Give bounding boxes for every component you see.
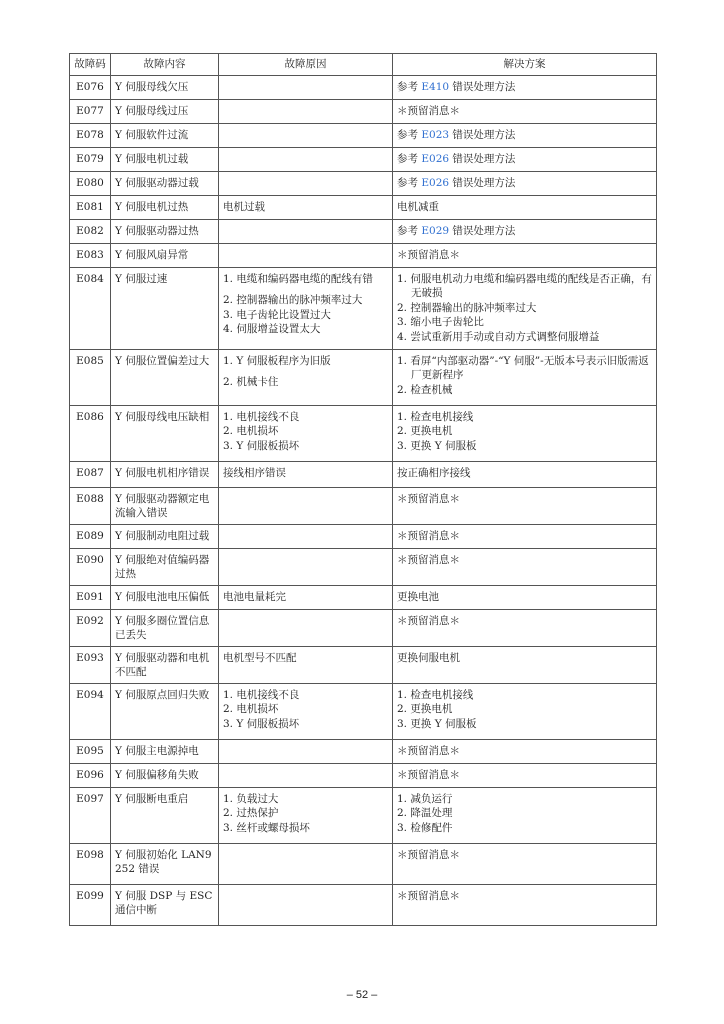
cell-text: ＊预留消息＊ [397, 889, 460, 902]
cell-text: ＊预留消息＊ [397, 553, 460, 566]
cell-text: 按正确相序接线 [397, 466, 471, 479]
fault-cause-cell [219, 524, 393, 548]
table-row [70, 548, 657, 585]
cell-text: 1. 电缆和编码器电缆的配线有错 [223, 272, 373, 285]
cell-line [397, 553, 652, 568]
cell-text: 1. 检查电机接线 [397, 410, 474, 423]
fault-cause-cell [219, 171, 393, 195]
cell-text: 电池电量耗完 [223, 590, 286, 603]
table-row [70, 683, 657, 739]
solution-cell [393, 405, 657, 461]
table-row [70, 763, 657, 787]
table-row [70, 171, 657, 195]
cell-line [397, 383, 652, 398]
cell-text: ＊预留消息＊ [397, 768, 460, 781]
fault-code-cell: E078 [70, 123, 111, 147]
table-row [70, 195, 657, 219]
fault-code-cell: E088 [70, 487, 111, 524]
table-row [70, 123, 657, 147]
cell-text: 1. 减负运行 [397, 792, 453, 805]
cell-text: 2. 控制器输出的脉冲频率过大 [397, 301, 537, 314]
fault-cause-cell [219, 243, 393, 267]
header-solution: 解决方案 [393, 54, 657, 76]
cell-text: ＊预留消息＊ [397, 529, 460, 542]
fault-code-cell: E079 [70, 147, 111, 171]
cell-line [223, 651, 388, 666]
fault-cause-cell [219, 739, 393, 763]
cell-text: 1. 电机接线不良 [223, 688, 300, 701]
fault-code-cell: E090 [70, 548, 111, 585]
table-row [70, 585, 657, 609]
fault-code-cell: E098 [70, 843, 111, 884]
cell-text: 2. 控制器输出的脉冲频率过大 [223, 294, 363, 306]
solution-cell [393, 763, 657, 787]
table-row [70, 739, 657, 763]
cell-text: 3. 更换 Y 伺服板 [397, 439, 477, 452]
cell-text: ＊预留消息＊ [397, 848, 460, 861]
table-row [70, 405, 657, 461]
cell-line [397, 614, 652, 629]
cell-line [397, 128, 652, 143]
cell-line [223, 821, 388, 836]
cell-line [223, 702, 388, 717]
cell-line [397, 768, 652, 783]
fault-content-cell: Y 伺服 DSP 与 ESC 通信中断 [111, 884, 219, 925]
fault-code-cell: E076 [70, 75, 111, 99]
cell-text-after: 错误处理方法 [449, 128, 516, 141]
cell-line [397, 104, 652, 119]
cell-text: 1. 负载过大 [223, 792, 279, 805]
cell-text: 参考 [397, 128, 422, 141]
fault-cause-cell [219, 99, 393, 123]
solution-cell [393, 548, 657, 585]
solution-cell [393, 99, 657, 123]
fault-code-cell: E087 [70, 461, 111, 487]
error-code-reference-link[interactable]: E026 [421, 152, 450, 165]
solution-cell [393, 487, 657, 524]
cell-line [223, 293, 388, 308]
cell-line [223, 410, 388, 425]
table-row [70, 219, 657, 243]
cell-text: 更换伺服电机 [397, 651, 460, 664]
fault-content-cell: Y 伺服原点回归失败 [111, 683, 219, 739]
fault-code-cell: E097 [70, 787, 111, 843]
cell-text: 参考 [397, 176, 422, 189]
solution-cell [393, 123, 657, 147]
header-code: 故障码 [70, 54, 111, 76]
solution-cell [393, 75, 657, 99]
fault-content-cell: Y 伺服风扇异常 [111, 243, 219, 267]
cell-text: 电机减重 [397, 200, 439, 213]
cell-line [397, 717, 652, 732]
fault-content-cell: Y 伺服驱动器过载 [111, 171, 219, 195]
fault-content-cell: Y 伺服制动电阻过载 [111, 524, 219, 548]
fault-code-cell: E082 [70, 219, 111, 243]
cell-line [397, 80, 652, 95]
table-row [70, 884, 657, 925]
cell-line [397, 248, 652, 263]
solution-cell [393, 524, 657, 548]
table-row [70, 99, 657, 123]
table-row [70, 349, 657, 405]
fault-content-cell: Y 伺服电机过热 [111, 195, 219, 219]
table-row [70, 75, 657, 99]
table-row [70, 524, 657, 548]
cell-text: 3. 更换 Y 伺服板 [397, 717, 477, 730]
cell-text: 2. 机械卡住 [223, 376, 279, 388]
cell-text: 2. 降温处理 [397, 807, 453, 819]
cell-line [223, 466, 388, 481]
cell-line [397, 439, 652, 454]
fault-code-cell: E099 [70, 884, 111, 925]
solution-cell [393, 585, 657, 609]
fault-code-cell: E095 [70, 739, 111, 763]
cell-line [223, 375, 388, 390]
cell-text: 1. 检查电机接线 [397, 688, 474, 701]
cell-line [397, 702, 652, 717]
cell-line [223, 272, 388, 287]
cell-line [223, 424, 388, 439]
fault-content-cell: Y 伺服位置偏差过大 [111, 349, 219, 405]
fault-cause-cell [219, 843, 393, 884]
table-row [70, 243, 657, 267]
fault-content-cell: Y 伺服初始化 LAN9252 错误 [111, 843, 219, 884]
fault-cause-cell [219, 487, 393, 524]
solution-cell [393, 646, 657, 683]
solution-cell [393, 171, 657, 195]
fault-cause-cell [219, 461, 393, 487]
cell-line [223, 439, 388, 454]
fault-code-cell: E091 [70, 585, 111, 609]
cell-text: 3. 丝杆或螺母损坏 [223, 821, 310, 834]
cell-text: ＊预留消息＊ [397, 104, 460, 117]
fault-cause-cell [219, 787, 393, 843]
fault-code-cell: E093 [70, 646, 111, 683]
cell-text-after: 错误处理方法 [449, 224, 516, 237]
cell-line [397, 200, 652, 215]
fault-code-cell: E089 [70, 524, 111, 548]
fault-cause-cell [219, 267, 393, 349]
cell-line [397, 410, 652, 425]
fault-content-cell: Y 伺服软件过流 [111, 123, 219, 147]
cell-text: 2. 过热保护 [223, 807, 279, 819]
cell-text: 1. 伺服电机动力电缆和编码器电缆的配线是否正确，有无破损 [397, 272, 652, 299]
cell-text: 参考 [397, 80, 422, 93]
cell-text: ＊预留消息＊ [397, 492, 460, 505]
fault-content-cell: Y 伺服驱动器额定电流输入错误 [111, 487, 219, 524]
fault-content-cell: Y 伺服多圈位置信息已丢失 [111, 609, 219, 646]
cell-line [223, 354, 388, 369]
fault-cause-cell [219, 75, 393, 99]
cell-text-after: 错误处理方法 [449, 176, 516, 189]
cell-text-after: 错误处理方法 [449, 80, 516, 93]
solution-cell [393, 609, 657, 646]
fault-content-cell: Y 伺服母线电压缺相 [111, 405, 219, 461]
cell-line [397, 792, 652, 807]
cell-text-after: 错误处理方法 [449, 152, 516, 165]
cell-text: 2. 更换电机 [397, 703, 453, 715]
table-row [70, 787, 657, 843]
solution-cell [393, 147, 657, 171]
cell-line [397, 424, 652, 439]
cell-text: 电机型号不匹配 [223, 651, 297, 664]
cell-line [397, 806, 652, 821]
solution-cell [393, 195, 657, 219]
cell-text: 2. 电机损坏 [223, 703, 279, 715]
table-row [70, 646, 657, 683]
fault-content-cell: Y 伺服驱动器过热 [111, 219, 219, 243]
fault-code-cell: E081 [70, 195, 111, 219]
table-row [70, 461, 657, 487]
fault-code-cell: E077 [70, 99, 111, 123]
solution-cell [393, 843, 657, 884]
fault-content-cell: Y 伺服电池电压偏低 [111, 585, 219, 609]
fault-content-cell: Y 伺服偏移角失败 [111, 763, 219, 787]
cell-line [397, 315, 652, 330]
cell-line [223, 806, 388, 821]
fault-content-cell: Y 伺服电机相序错误 [111, 461, 219, 487]
fault-cause-cell [219, 123, 393, 147]
cell-line [397, 272, 652, 301]
cell-text: 1. Y 伺服板程序为旧版 [223, 354, 331, 367]
line-gap [223, 286, 388, 293]
cell-line [397, 889, 652, 904]
cell-text: 参考 [397, 152, 422, 165]
table-header-row [70, 54, 657, 76]
cell-text: 接线相序错误 [223, 466, 286, 479]
solution-cell [393, 267, 657, 349]
fault-cause-cell [219, 646, 393, 683]
fault-content-cell: Y 伺服驱动器和电机不匹配 [111, 646, 219, 683]
solution-cell [393, 219, 657, 243]
solution-cell [393, 787, 657, 843]
fault-cause-cell [219, 405, 393, 461]
fault-cause-cell [219, 349, 393, 405]
fault-content-cell: Y 伺服电机过载 [111, 147, 219, 171]
table-row [70, 843, 657, 884]
cell-line [397, 466, 652, 481]
solution-cell [393, 739, 657, 763]
cell-text: 3. 电子齿轮比设置过大 [223, 308, 331, 321]
fault-cause-cell [219, 219, 393, 243]
cell-line [397, 590, 652, 605]
error-code-reference-link[interactable]: E023 [421, 128, 450, 141]
header-cause: 故障原因 [219, 54, 393, 76]
fault-cause-cell [219, 195, 393, 219]
table-row [70, 487, 657, 524]
cell-line [397, 301, 652, 316]
fault-code-cell: E084 [70, 267, 111, 349]
cell-line [397, 744, 652, 759]
fault-code-table [69, 53, 657, 926]
solution-cell [393, 683, 657, 739]
cell-text: ＊预留消息＊ [397, 248, 460, 261]
error-code-reference-link[interactable]: E026 [421, 176, 450, 189]
cell-line [397, 152, 652, 167]
cell-text: 4. 伺服增益设置太大 [223, 323, 321, 335]
cell-text: ＊预留消息＊ [397, 744, 460, 757]
table-row [70, 147, 657, 171]
fault-cause-cell [219, 763, 393, 787]
fault-cause-cell [219, 147, 393, 171]
cell-line [223, 792, 388, 807]
cell-text: 3. Y 伺服板损坏 [223, 717, 300, 730]
fault-code-cell: E096 [70, 763, 111, 787]
cell-text: 电机过载 [223, 200, 265, 213]
cell-line [223, 590, 388, 605]
cell-line [397, 821, 652, 836]
fault-cause-cell [219, 884, 393, 925]
table-row [70, 267, 657, 349]
fault-code-cell: E092 [70, 609, 111, 646]
fault-cause-cell [219, 683, 393, 739]
cell-line [397, 848, 652, 863]
fault-content-cell: Y 伺服主电源掉电 [111, 739, 219, 763]
fault-code-cell: E086 [70, 405, 111, 461]
cell-line [397, 224, 652, 239]
solution-cell [393, 349, 657, 405]
fault-code-cell: E080 [70, 171, 111, 195]
fault-content-cell: Y 伺服母线过压 [111, 99, 219, 123]
fault-table-body [70, 75, 657, 925]
fault-cause-cell [219, 609, 393, 646]
page-number: – 52 – [346, 989, 378, 1001]
fault-content-cell: Y 伺服断电重启 [111, 787, 219, 843]
cell-text: ＊预留消息＊ [397, 614, 460, 627]
fault-code-cell: E085 [70, 349, 111, 405]
error-code-reference-link[interactable]: E410 [421, 80, 450, 93]
cell-text: 参考 [397, 224, 422, 237]
cell-text: 1. 看屏“内部驱动器”-“Y 伺服”-无版本号表示旧版需返厂更新程序 [397, 354, 649, 381]
cell-text: 1. 电机接线不良 [223, 410, 300, 423]
cell-text: 3. 检修配件 [397, 821, 453, 834]
cell-line [397, 529, 652, 544]
cell-text: 3. 缩小电子齿轮比 [397, 316, 484, 328]
cell-line [397, 651, 652, 666]
cell-line [397, 176, 652, 191]
cell-line [223, 322, 388, 337]
fault-code-cell: E094 [70, 683, 111, 739]
error-code-reference-link[interactable]: E029 [421, 224, 450, 237]
cell-line [223, 688, 388, 703]
cell-text: 2. 电机损坏 [223, 425, 279, 437]
cell-line [223, 308, 388, 323]
line-gap [223, 368, 388, 375]
fault-cause-cell [219, 585, 393, 609]
fault-cause-cell [219, 548, 393, 585]
cell-text: 2. 检查机械 [397, 383, 453, 396]
cell-line [397, 330, 652, 345]
solution-cell [393, 243, 657, 267]
fault-code-cell: E083 [70, 243, 111, 267]
solution-cell [393, 884, 657, 925]
cell-text: 4. 尝试重新用手动或自动方式调整伺服增益 [397, 330, 600, 343]
fault-content-cell: Y 伺服母线欠压 [111, 75, 219, 99]
solution-cell [393, 461, 657, 487]
table-row [70, 609, 657, 646]
cell-line [223, 717, 388, 732]
fault-content-cell: Y 伺服过速 [111, 267, 219, 349]
cell-line [397, 492, 652, 507]
cell-text: 2. 更换电机 [397, 425, 453, 437]
cell-line [397, 354, 652, 383]
cell-text: 3. Y 伺服板损坏 [223, 439, 300, 452]
header-content: 故障内容 [111, 54, 219, 76]
fault-content-cell: Y 伺服绝对值编码器过热 [111, 548, 219, 585]
cell-line [397, 688, 652, 703]
cell-line [223, 200, 388, 215]
cell-text: 更换电池 [397, 590, 439, 603]
